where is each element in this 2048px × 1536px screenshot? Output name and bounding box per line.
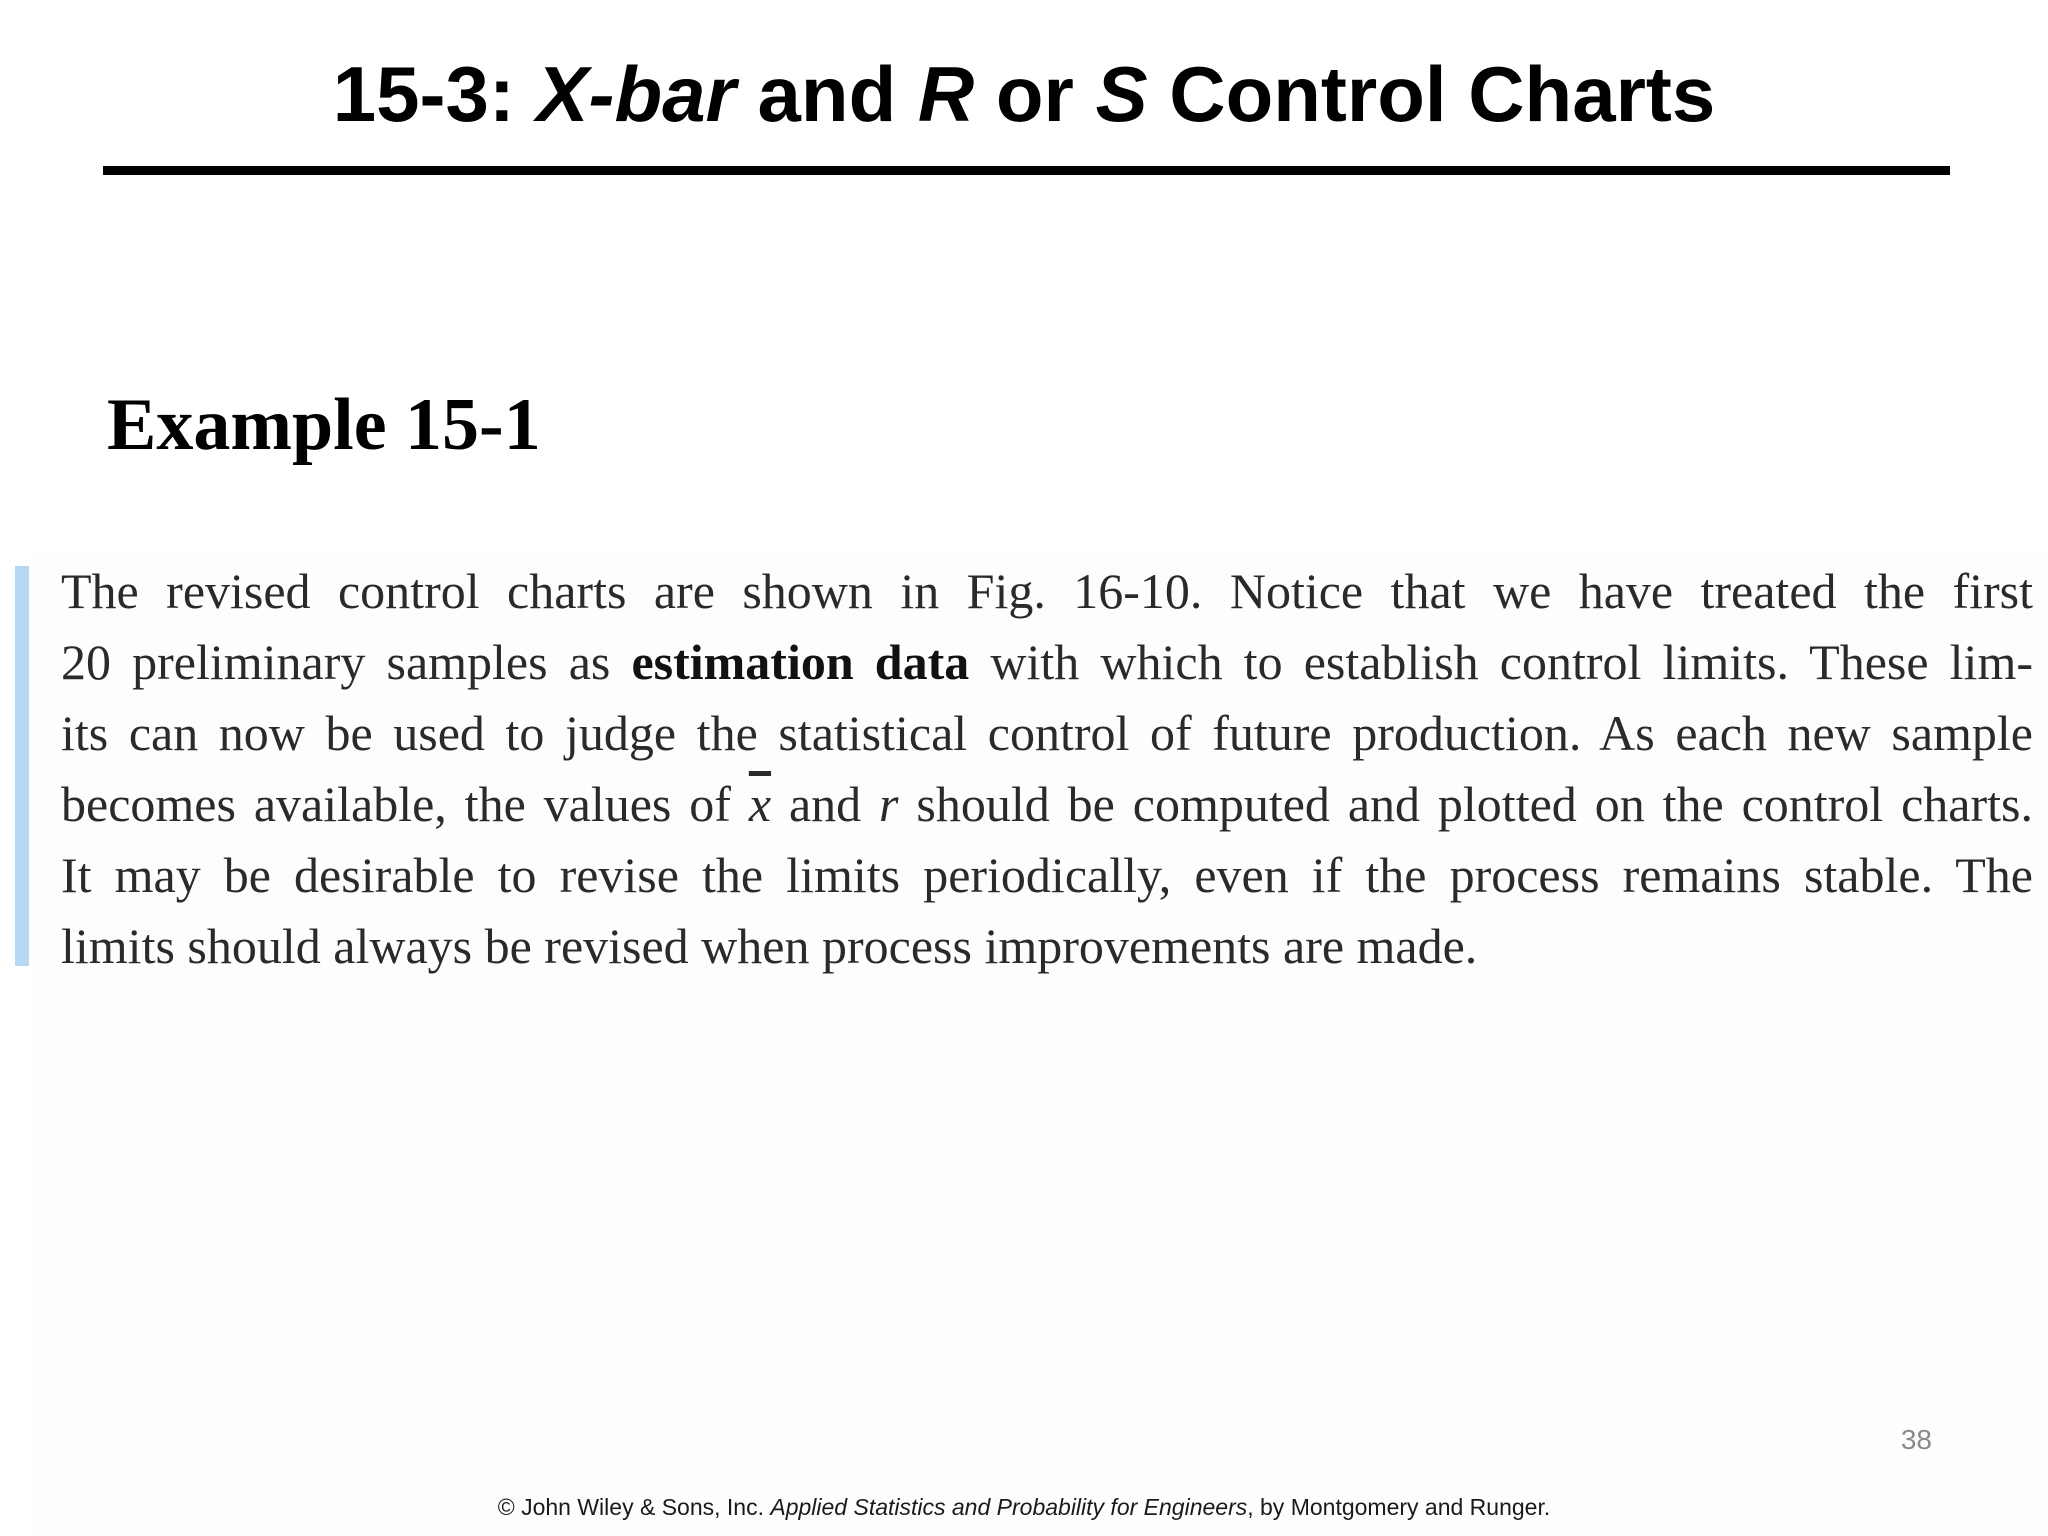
title-r: R xyxy=(917,50,975,138)
copyright-footer xyxy=(0,1494,2048,1521)
excerpt-line-4 xyxy=(61,769,2033,840)
excerpt-line-6 xyxy=(61,911,2033,982)
title-divider xyxy=(103,166,1950,175)
title-and: and xyxy=(735,50,918,138)
slide-title xyxy=(0,44,2048,144)
title-or: or xyxy=(974,50,1096,138)
excerpt-line-2 xyxy=(61,627,2033,698)
excerpt-line-6-text: limits should always be revised when process improvements are made. xyxy=(61,918,1478,974)
excerpt-line-4-post: should be computed and plotted on the control charts. xyxy=(898,776,2033,832)
excerpt-line-1 xyxy=(61,556,2033,627)
excerpt-line-4-pre: becomes available, the values of xyxy=(61,776,749,832)
footer-book-title: Applied Statistics and Probability for Engineers xyxy=(770,1494,1248,1520)
page-number: 38 xyxy=(1900,1424,1932,1455)
excerpt-line-2-pre: 20 preliminary samples as xyxy=(61,634,632,690)
footer-authors: , by Montgomery and Runger. xyxy=(1247,1494,1551,1520)
excerpt-accent-bar xyxy=(15,566,29,966)
r-symbol: r xyxy=(879,776,899,832)
excerpt-line-2-post: with which to establish control limits. These lim- xyxy=(969,634,2033,690)
title-number: 15-3: xyxy=(332,50,537,138)
excerpt-line-3-text: its can now be used to judge the statistical control of future production. As each new sample xyxy=(61,705,2033,761)
excerpt-line-1-text: The revised control charts are shown in Fig. 16-10. Notice that we have treated the first xyxy=(61,563,2033,619)
title-rest: Control Charts xyxy=(1147,50,1716,138)
excerpt-text xyxy=(61,556,2033,982)
excerpt-line-5 xyxy=(61,840,2033,911)
excerpt-line-4-mid: and xyxy=(771,776,880,832)
example-heading: Example 15-1 xyxy=(107,384,541,466)
x-bar-symbol: $\overline{x}$ xyxy=(748,776,772,832)
title-xbar: X-bar xyxy=(536,50,736,138)
estimation-data-term: estimation data xyxy=(631,634,970,690)
footer-copyright: © John Wiley & Sons, Inc. xyxy=(497,1494,771,1520)
excerpt-line-3 xyxy=(61,698,2033,769)
excerpt-line-5-text: It may be desirable to revise the limits periodically, even if the process remains stable. The xyxy=(61,847,2033,903)
title-s: S xyxy=(1095,50,1148,138)
